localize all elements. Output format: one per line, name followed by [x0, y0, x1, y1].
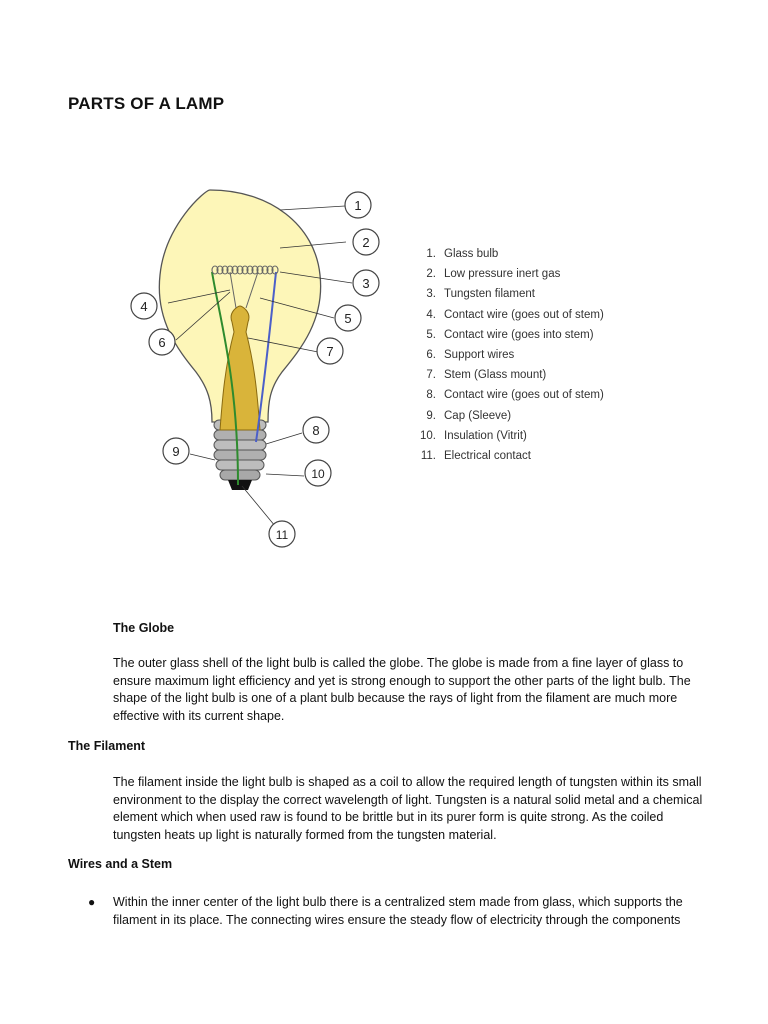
lamp-diagram — [120, 180, 390, 560]
svg-text:1: 1 — [354, 198, 362, 213]
callout-2 — [353, 229, 379, 255]
filament-heading: The Filament — [68, 739, 146, 753]
svg-text:8: 8 — [312, 423, 320, 438]
callout-1 — [345, 192, 371, 218]
callout-6 — [149, 329, 175, 355]
svg-text:11: 11 — [275, 528, 289, 542]
svg-text:6: 6 — [158, 335, 166, 350]
filament-paragraph: The filament inside the light bulb is shaped as a coil to allow the required length of tungsten within its small environment to the display the correct wavelength of light. Tungsten is a natural solid metal and a chemical element which when used raw is found to be brittle but in its purer form is quite strong. As the coiled tungsten heats up light is naturally formed from the tungsten material. — [113, 775, 703, 842]
callout-7 — [317, 338, 343, 364]
legend-item: 2. Low pressure inert gas — [426, 268, 561, 281]
svg-text:2: 2 — [362, 235, 370, 250]
globe-heading: The Globe — [113, 621, 175, 635]
legend-item: 11. Electrical contact — [420, 449, 531, 462]
svg-text:4: 4 — [140, 299, 148, 314]
callout-10 — [305, 460, 331, 486]
legend-item: 7. Stem (Glass mount) — [426, 369, 547, 382]
legend-item: 4. Contact wire (goes out of stem) — [426, 308, 604, 321]
svg-text:10: 10 — [311, 467, 325, 481]
wires-heading: Wires and a Stem — [68, 857, 173, 871]
electrical-contact — [228, 480, 252, 490]
svg-text:3: 3 — [362, 276, 370, 291]
callout-8 — [303, 417, 329, 443]
legend-item: 8. Contact wire (goes out of stem) — [426, 389, 604, 402]
globe-paragraph: The outer glass shell of the light bulb is called the globe. The globe is made from a fine layer of glass to ensure maximum light efficiency and yet is strong enough to support the other parts of the light bulb. The shape of the light bulb is one of a plant bulb because the rays of light from the filament are much more effective with its current shape. — [113, 656, 691, 723]
callout-11 — [269, 521, 295, 547]
svg-text:5: 5 — [344, 311, 352, 326]
legend-item: 3. Tungsten filament — [426, 288, 535, 301]
legend-item: 1. Glass bulb — [426, 248, 499, 260]
callout-9 — [163, 438, 189, 464]
svg-text:9: 9 — [172, 444, 180, 459]
diagram-legend — [418, 248, 604, 470]
callout-4 — [131, 293, 157, 319]
wires-paragraph: Within the inner center of the light bulb there is a centralized stem made from glass, which supports the filament in its place. The connecting wires ensure the steady flow of electricity through the components — [113, 895, 683, 927]
bullet-icon: ● — [88, 895, 96, 909]
legend-item: 9. Cap (Sleeve) — [426, 409, 512, 422]
legend-item: 5. Contact wire (goes into stem) — [426, 328, 594, 341]
callout-3 — [353, 270, 379, 296]
page-title: PARTS OF A LAMP — [68, 94, 225, 113]
legend-item: 6. Support wires — [426, 348, 515, 361]
svg-text:7: 7 — [326, 344, 334, 359]
callout-5 — [335, 305, 361, 331]
legend-item: 10. Insulation (Vitrit) — [420, 429, 527, 442]
